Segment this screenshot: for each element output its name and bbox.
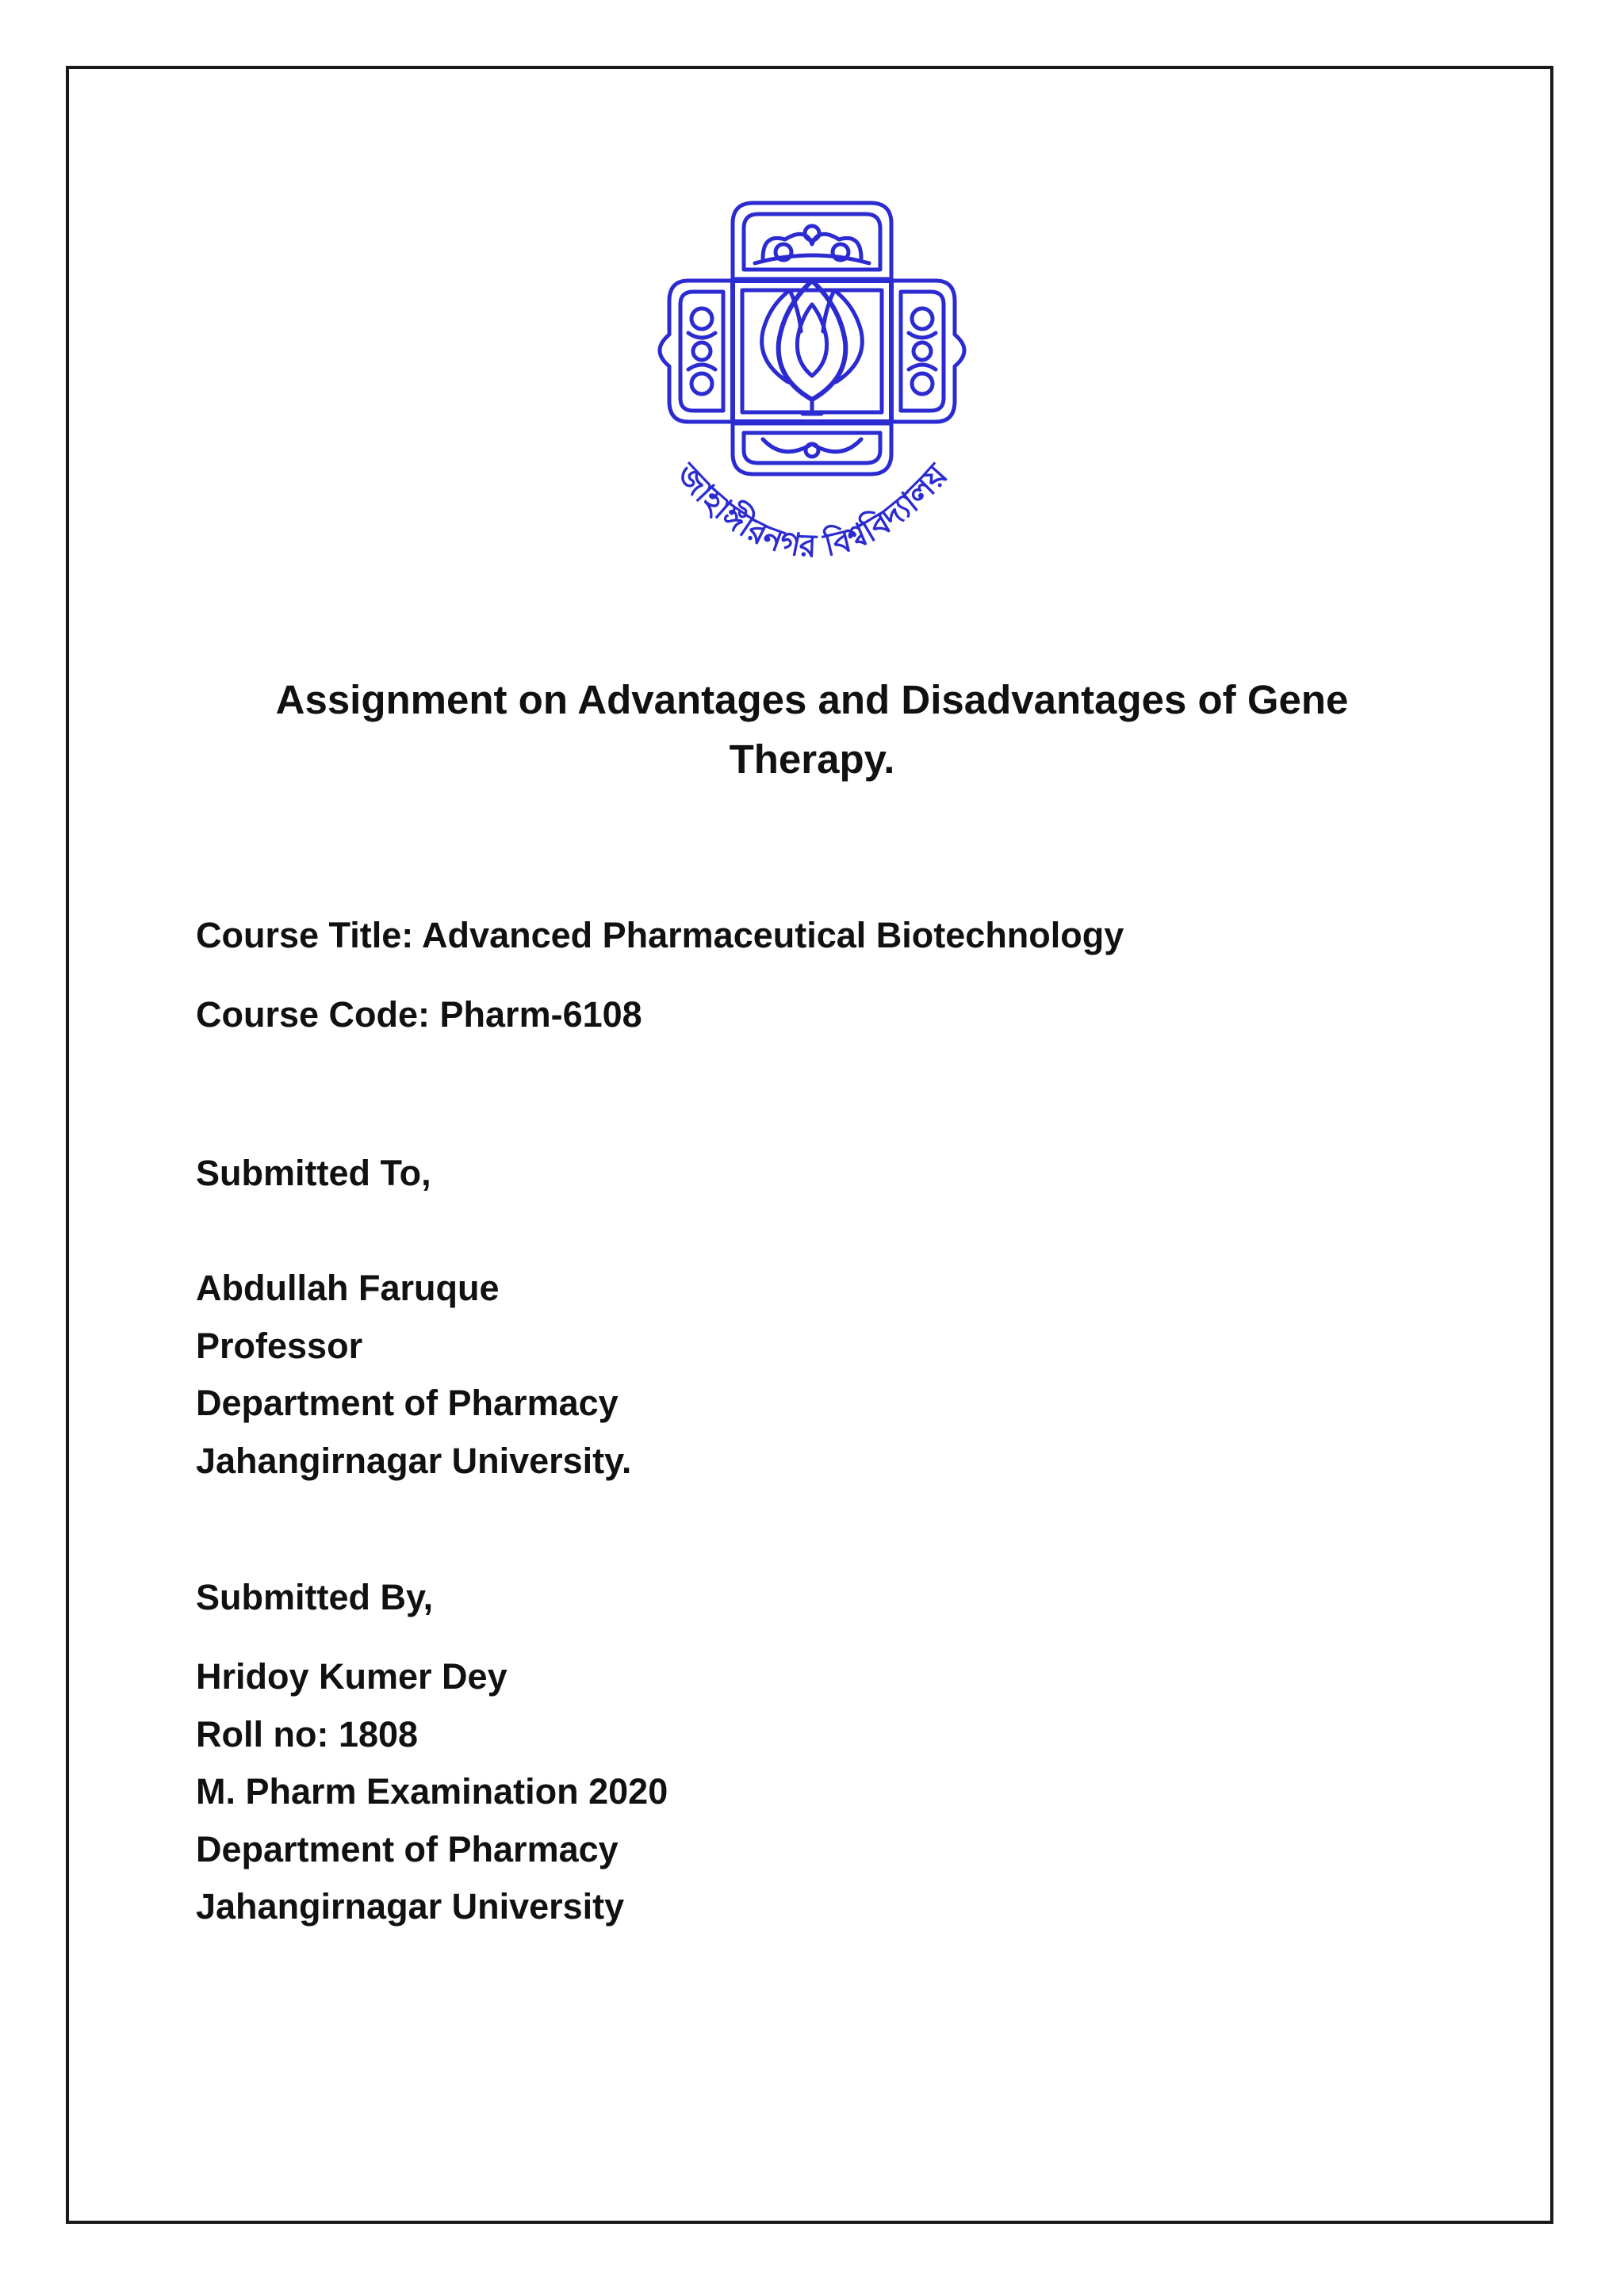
student-name: Hridoy Kumer Dey — [196, 1656, 508, 1697]
supervisor-designation: Professor — [196, 1326, 363, 1366]
supervisor-university: Jahangirnagar University. — [196, 1441, 632, 1481]
student-department: Department of Pharmacy — [196, 1829, 619, 1869]
university-seal-icon — [644, 192, 980, 593]
student-exam: M. Pharm Examination 2020 — [196, 1771, 668, 1812]
submitted-to-heading: Submitted To, — [196, 1153, 431, 1193]
title-line-2: Therapy. — [729, 737, 895, 782]
course-title: Course Title: Advanced Pharmaceutical Biotechnology — [196, 915, 1124, 955]
title-line-1: Assignment on Advantages and Disadvantages of Gene — [275, 677, 1349, 722]
svg-text:জাহাঙ্গীরনগর বিশ্ববিদ্যালয়: জাহাঙ্গীরনগর বিশ্ববিদ্যালয় — [668, 457, 956, 565]
supervisor-name: Abdullah Faruque — [196, 1268, 500, 1308]
student-roll: Roll no: 1808 — [196, 1714, 419, 1755]
student-university: Jahangirnagar University — [196, 1886, 625, 1927]
supervisor-department: Department of Pharmacy — [196, 1383, 619, 1423]
assignment-title — [159, 670, 1465, 789]
submitted-by-heading: Submitted By, — [196, 1577, 434, 1617]
course-code: Course Code: Pharm-6108 — [196, 994, 642, 1035]
